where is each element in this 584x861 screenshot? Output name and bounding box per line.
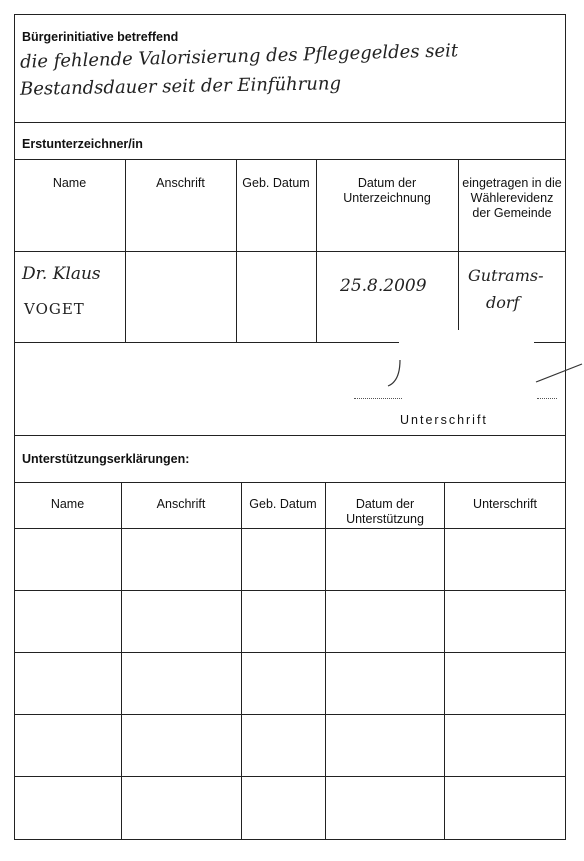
first-signatory-header-bottom [14,251,566,252]
first-signatory-row-bottom-right [534,342,566,343]
support-col-header-signature: Unterschrift [473,497,537,511]
support-row-divider [14,590,566,591]
signature-line [354,398,402,399]
signature-label: Unterschrift [400,413,488,427]
signatory-municipality-line1: Gutrams- [468,266,544,285]
col-divider [121,482,122,840]
first-signatory-row-bottom [14,342,399,343]
col-header-name: Name [52,176,87,190]
signature-line [537,398,557,399]
support-col-header-name: Name [50,497,85,511]
signature-stroke [378,356,418,392]
col-header-address: Anschrift [156,176,205,190]
first-signatory-heading: Erstunterzeichner/in [22,137,143,151]
col-header-birthdate: Geb. Datum [242,176,310,190]
signatory-municipality-line2: dorf [486,293,520,312]
support-row-divider [14,714,566,715]
section-divider [14,435,566,436]
col-header-voter-registry: eingetragen in die Wählerevidenz der Gemeinde [462,176,562,220]
col-divider [325,482,326,840]
col-divider [316,159,317,342]
initiative-handwritten-line2: Bestandsdauer seit der Einführung [19,73,342,100]
support-col-header-address: Anschrift [156,497,206,511]
col-divider [458,159,459,342]
col-header-signing-date: Datum der Unterzeichnung [343,176,431,205]
signature-stroke [534,360,584,386]
redacted-signature [399,330,534,395]
initiative-handwritten-line1: die fehlende Valorisierung des Pflegegeldes seit [19,40,459,73]
first-signatory-table-top [14,159,566,160]
col-divider [241,482,242,840]
support-table-top [14,482,566,483]
support-heading: Unterstützungserklärungen: [22,452,190,466]
support-row-divider [14,776,566,777]
support-row-divider [14,652,566,653]
section-divider [14,122,566,123]
support-col-header-support-date: Datum der Unterstützung [346,497,424,526]
initiative-heading: Bürgerinitiative betreffend [22,30,179,44]
col-divider [444,482,445,840]
support-col-header-birthdate: Geb. Datum [249,497,317,511]
signatory-name-line2: VOGET [24,300,85,318]
support-row-divider [14,528,566,529]
signatory-name-line1: Dr. Klaus [22,264,101,284]
signatory-date: 25.8.2009 [340,276,427,296]
